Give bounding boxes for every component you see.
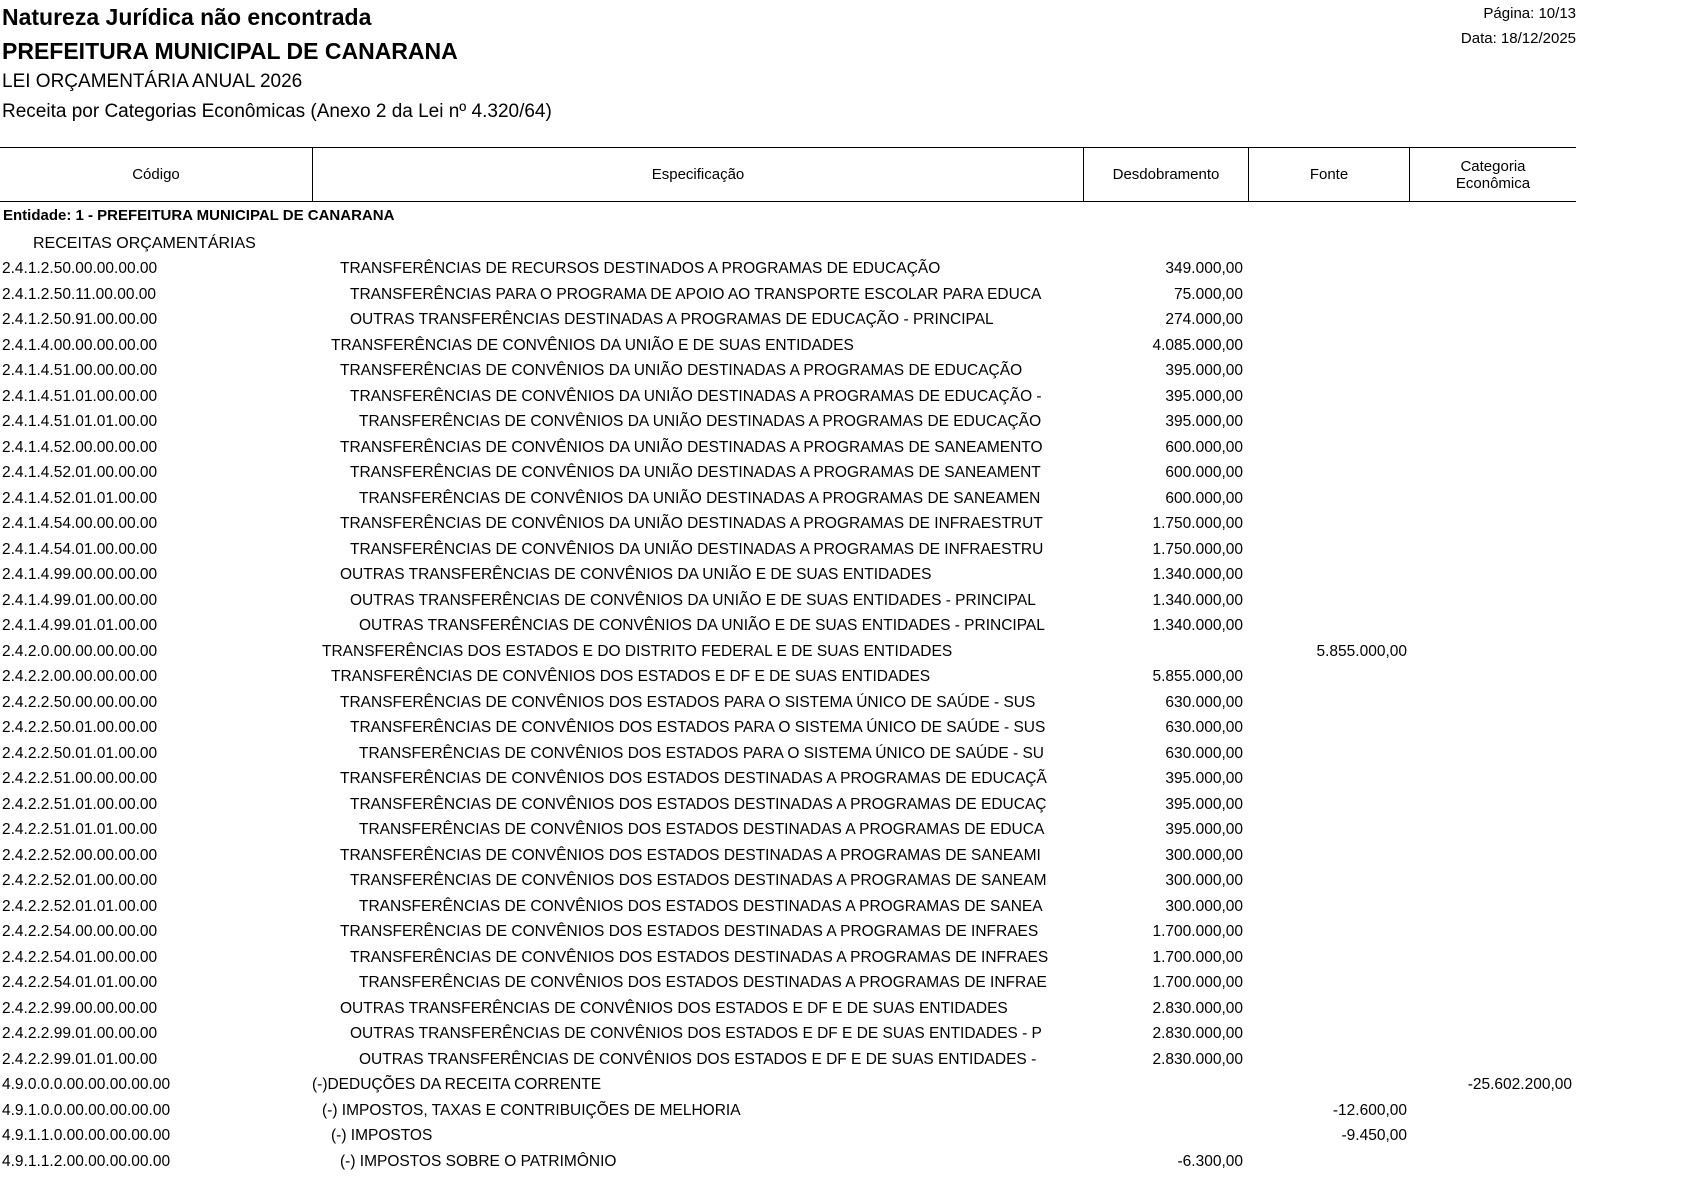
cell-codigo: 4.9.1.1.2.00.00.00.00.00 <box>2 1152 171 1170</box>
cell-codigo: 2.4.1.4.51.01.00.00.00 <box>2 387 158 405</box>
table-row <box>0 333 1576 358</box>
cell-especificacao: TRANSFERÊNCIAS DE CONVÊNIOS DA UNIÃO DESTINADAS A PROGRAMAS DE SANEAMENTO <box>340 438 1043 456</box>
cell-codigo: 2.4.1.4.99.00.00.00.00 <box>2 566 158 583</box>
cell-desdobramento: 1.750.000,00 <box>1152 540 1243 558</box>
cell-especificacao: TRANSFERÊNCIAS DE CONVÊNIOS DOS ESTADOS DESTINADAS A PROGRAMAS DE EDUCA <box>359 821 1045 838</box>
cell-especificacao: (-) IMPOSTOS <box>331 1127 433 1144</box>
cell-especificacao: (-) IMPOSTOS SOBRE O PATRIMÔNIO <box>340 1152 617 1170</box>
cell-desdobramento: 75.000,00 <box>1174 285 1243 303</box>
cell-codigo: 2.4.2.2.50.01.01.00.00 <box>2 744 158 762</box>
cell-desdobramento: 4.085.000,00 <box>1152 336 1243 354</box>
cell-desdobramento: -6.300,00 <box>1177 1152 1243 1170</box>
table-row <box>0 1123 1576 1148</box>
table-row <box>0 307 1576 332</box>
cell-especificacao: OUTRAS TRANSFERÊNCIAS DE CONVÊNIOS DA UNIÃO E DE SUAS ENTIDADES - PRINCIPAL <box>359 617 1045 634</box>
cell-desdobramento: 1.340.000,00 <box>1152 617 1243 634</box>
cell-desdobramento: 300.000,00 <box>1165 872 1243 889</box>
entity-heading: Entidade: 1 - PREFEITURA MUNICIPAL DE CANARANA <box>3 207 395 224</box>
cell-desdobramento: 395.000,00 <box>1165 770 1243 787</box>
table-row <box>0 894 1576 919</box>
cell-especificacao: TRANSFERÊNCIAS DE CONVÊNIOS DOS ESTADOS PARA O SISTEMA ÚNICO DE SAÚDE - SU <box>359 744 1044 762</box>
cell-desdobramento: 300.000,00 <box>1165 846 1243 864</box>
table-row <box>0 435 1576 460</box>
cell-especificacao: (-)DEDUÇÕES DA RECEITA CORRENTE <box>312 1076 602 1093</box>
table-row <box>0 664 1576 689</box>
column-header-categoria <box>1410 148 1576 201</box>
table-header <box>0 147 1576 202</box>
column-header-especificacao: Especificação <box>651 166 745 183</box>
cell-desdobramento: 395.000,00 <box>1165 413 1243 430</box>
cell-desdobramento: 349.000,00 <box>1165 260 1243 277</box>
cell-especificacao: OUTRAS TRANSFERÊNCIAS DE CONVÊNIOS DOS ESTADOS E DF E DE SUAS ENTIDADES - P <box>350 1025 1042 1042</box>
cell-especificacao: TRANSFERÊNCIAS DE CONVÊNIOS DOS ESTADOS DESTINADAS A PROGRAMAS DE INFRAE <box>359 974 1047 991</box>
report-subtitle-loa: LEI ORÇAMENTÁRIA ANUAL 2026 <box>2 71 303 92</box>
cell-codigo: 2.4.2.0.00.00.00.00.00 <box>2 642 158 660</box>
cell-codigo: 2.4.1.4.00.00.00.00.00 <box>2 336 158 354</box>
table-row <box>0 1047 1576 1072</box>
cell-codigo: 2.4.2.2.52.00.00.00.00 <box>2 846 158 864</box>
cell-especificacao: (-) IMPOSTOS, TAXAS E CONTRIBUIÇÕES DE MELHORIA <box>322 1101 741 1119</box>
cell-especificacao: OUTRAS TRANSFERÊNCIAS DE CONVÊNIOS DOS ESTADOS E DF E DE SUAS ENTIDADES - <box>359 1050 1037 1068</box>
column-header-categoria-line1: Categoria <box>1460 157 1526 175</box>
cell-especificacao: TRANSFERÊNCIAS DE RECURSOS DESTINADOS A PROGRAMAS DE EDUCAÇÃO <box>340 260 941 277</box>
table-row <box>0 358 1576 383</box>
cell-codigo: 2.4.2.2.51.01.00.00.00 <box>2 795 158 813</box>
table-row <box>0 766 1576 791</box>
table-row <box>0 690 1576 715</box>
cell-codigo: 2.4.2.2.99.00.00.00.00 <box>2 999 158 1017</box>
column-header-codigo: Código <box>132 166 180 183</box>
cell-codigo: 4.9.0.0.0.00.00.00.00.00 <box>2 1076 171 1093</box>
table-row <box>0 1149 1576 1174</box>
column-header-fonte: Fonte <box>1309 166 1349 183</box>
page-number: Página: 10/13 <box>1483 5 1576 22</box>
cell-codigo: 2.4.2.2.50.00.00.00.00 <box>2 693 158 711</box>
cell-codigo: 2.4.1.2.50.11.00.00.00 <box>2 285 156 303</box>
table-row <box>0 919 1576 944</box>
table-row <box>0 486 1576 511</box>
cell-desdobramento: 2.830.000,00 <box>1152 1050 1243 1068</box>
cell-codigo: 2.4.2.2.51.01.01.00.00 <box>2 821 158 838</box>
cell-desdobramento: 630.000,00 <box>1165 744 1243 762</box>
cell-especificacao: TRANSFERÊNCIAS DE CONVÊNIOS DA UNIÃO DESTINADAS A PROGRAMAS DE EDUCAÇÃO <box>340 362 1023 379</box>
table-row <box>0 409 1576 434</box>
cell-desdobramento: 1.340.000,00 <box>1152 591 1243 609</box>
cell-codigo: 2.4.1.4.99.01.00.00.00 <box>2 591 158 609</box>
cell-desdobramento: 395.000,00 <box>1165 362 1243 379</box>
cell-codigo: 2.4.1.4.54.00.00.00.00 <box>2 515 158 532</box>
cell-especificacao: TRANSFERÊNCIAS PARA O PROGRAMA DE APOIO AO TRANSPORTE ESCOLAR PARA EDUCA <box>350 285 1042 303</box>
cell-codigo: 2.4.2.2.99.01.00.00.00 <box>2 1025 158 1042</box>
cell-codigo: 4.9.1.0.0.00.00.00.00.00 <box>2 1101 171 1119</box>
table-row <box>0 384 1576 409</box>
cell-desdobramento: 600.000,00 <box>1165 438 1243 456</box>
cell-codigo: 2.4.2.2.52.01.00.00.00 <box>2 872 158 889</box>
cell-fonte: -9.450,00 <box>1341 1127 1407 1144</box>
cell-desdobramento: 630.000,00 <box>1165 719 1243 736</box>
cell-especificacao: TRANSFERÊNCIAS DOS ESTADOS E DO DISTRITO FEDERAL E DE SUAS ENTIDADES <box>322 642 953 660</box>
table-row <box>0 715 1576 740</box>
table-row <box>0 843 1576 868</box>
cell-desdobramento: 1.750.000,00 <box>1152 515 1243 532</box>
cell-codigo: 2.4.2.2.99.01.01.00.00 <box>2 1050 158 1068</box>
cell-especificacao: TRANSFERÊNCIAS DE CONVÊNIOS DOS ESTADOS DESTINADAS A PROGRAMAS DE INFRAES <box>340 923 1039 940</box>
cell-desdobramento: 1.700.000,00 <box>1152 923 1243 940</box>
cell-desdobramento: 1.340.000,00 <box>1152 566 1243 583</box>
table-row <box>0 460 1576 485</box>
cell-codigo: 4.9.1.1.0.00.00.00.00.00 <box>2 1127 171 1144</box>
cell-fonte: -12.600,00 <box>1332 1101 1407 1119</box>
table-row <box>0 741 1576 766</box>
table-row <box>0 537 1576 562</box>
cell-desdobramento: 630.000,00 <box>1165 693 1243 711</box>
cell-especificacao: TRANSFERÊNCIAS DE CONVÊNIOS DOS ESTADOS DESTINADAS A PROGRAMAS DE EDUCAÇ <box>350 795 1047 813</box>
cell-desdobramento: 274.000,00 <box>1165 311 1243 328</box>
cell-especificacao: TRANSFERÊNCIAS DE CONVÊNIOS DOS ESTADOS DESTINADAS A PROGRAMAS DE SANEAMI <box>340 846 1041 864</box>
cell-desdobramento: 395.000,00 <box>1165 821 1243 838</box>
cell-especificacao: TRANSFERÊNCIAS DE CONVÊNIOS DA UNIÃO DESTINADAS A PROGRAMAS DE SANEAMEN <box>359 489 1041 507</box>
table-row <box>0 792 1576 817</box>
cell-fonte: 5.855.000,00 <box>1316 642 1407 660</box>
cell-especificacao: TRANSFERÊNCIAS DE CONVÊNIOS DA UNIÃO DESTINADAS A PROGRAMAS DE EDUCAÇÃO - <box>350 387 1042 405</box>
cell-codigo: 2.4.1.2.50.00.00.00.00 <box>2 260 158 277</box>
cell-codigo: 2.4.2.2.52.01.01.00.00 <box>2 897 158 915</box>
cell-especificacao: TRANSFERÊNCIAS DE CONVÊNIOS DOS ESTADOS DESTINADAS A PROGRAMAS DE SANEA <box>359 897 1043 915</box>
cell-especificacao: TRANSFERÊNCIAS DE CONVÊNIOS DOS ESTADOS PARA O SISTEMA ÚNICO DE SAÚDE - SUS <box>350 719 1046 736</box>
cell-desdobramento: 5.855.000,00 <box>1152 668 1243 685</box>
cell-especificacao: OUTRAS TRANSFERÊNCIAS DESTINADAS A PROGRAMAS DE EDUCAÇÃO - PRINCIPAL <box>350 311 994 328</box>
table-row <box>0 945 1576 970</box>
table-row <box>0 639 1576 664</box>
cell-codigo: 2.4.2.2.00.00.00.00.00 <box>2 668 158 685</box>
cell-codigo: 2.4.1.4.52.01.00.00.00 <box>2 464 158 481</box>
column-header-categoria-line2: Econômica <box>1455 174 1531 192</box>
cell-especificacao: TRANSFERÊNCIAS DE CONVÊNIOS DOS ESTADOS DESTINADAS A PROGRAMAS DE SANEAM <box>350 872 1047 889</box>
table-row <box>0 511 1576 536</box>
cell-desdobramento: 2.830.000,00 <box>1152 1025 1243 1042</box>
cell-especificacao: TRANSFERÊNCIAS DE CONVÊNIOS DA UNIÃO DESTINADAS A PROGRAMAS DE INFRAESTRU <box>350 540 1044 558</box>
report-subtitle-anexo: Receita por Categorias Econômicas (Anexo 2 da Lei nº 4.320/64) <box>2 101 552 122</box>
cell-codigo: 2.4.2.2.54.00.00.00.00 <box>2 923 158 940</box>
cell-especificacao: TRANSFERÊNCIAS DE CONVÊNIOS DOS ESTADOS DESTINADAS A PROGRAMAS DE EDUCAÇÃ <box>340 770 1047 787</box>
cell-codigo: 2.4.1.4.52.00.00.00.00 <box>2 438 158 456</box>
cell-desdobramento: 2.830.000,00 <box>1152 999 1243 1017</box>
cell-especificacao: OUTRAS TRANSFERÊNCIAS DE CONVÊNIOS DOS ESTADOS E DF E DE SUAS ENTIDADES <box>340 999 1008 1017</box>
cell-desdobramento: 395.000,00 <box>1165 795 1243 813</box>
table-row <box>0 996 1576 1021</box>
cell-especificacao: OUTRAS TRANSFERÊNCIAS DE CONVÊNIOS DA UNIÃO E DE SUAS ENTIDADES - PRINCIPAL <box>350 591 1036 609</box>
cell-desdobramento: 600.000,00 <box>1165 489 1243 507</box>
report-title-natureza: Natureza Jurídica não encontrada <box>2 4 372 30</box>
cell-codigo: 2.4.2.2.50.01.00.00.00 <box>2 719 158 736</box>
cell-especificacao: TRANSFERÊNCIAS DE CONVÊNIOS DA UNIÃO DESTINADAS A PROGRAMAS DE INFRAESTRUT <box>340 515 1043 532</box>
cell-especificacao: TRANSFERÊNCIAS DE CONVÊNIOS DOS ESTADOS E DF E DE SUAS ENTIDADES <box>331 668 931 685</box>
table-row <box>0 256 1576 281</box>
cell-codigo: 2.4.2.2.54.01.01.00.00 <box>2 974 158 991</box>
table-row <box>0 562 1576 587</box>
cell-desdobramento: 600.000,00 <box>1165 464 1243 481</box>
cell-especificacao: TRANSFERÊNCIAS DE CONVÊNIOS DOS ESTADOS PARA O SISTEMA ÚNICO DE SAÚDE - SUS <box>340 693 1036 711</box>
table-row <box>0 1021 1576 1046</box>
cell-codigo: 2.4.1.2.50.91.00.00.00 <box>2 311 158 328</box>
cell-codigo: 2.4.1.4.54.01.00.00.00 <box>2 540 158 558</box>
table-row <box>0 1098 1576 1123</box>
section-heading: RECEITAS ORÇAMENTÁRIAS <box>33 235 256 252</box>
cell-especificacao: TRANSFERÊNCIAS DE CONVÊNIOS DA UNIÃO DESTINADAS A PROGRAMAS DE EDUCAÇÃO <box>359 413 1042 430</box>
table-row <box>0 1072 1576 1097</box>
table-row <box>0 970 1576 995</box>
cell-categoria: -25.602.200,00 <box>1467 1076 1572 1093</box>
cell-codigo: 2.4.2.2.54.01.00.00.00 <box>2 948 158 966</box>
table-row <box>0 282 1576 307</box>
cell-especificacao: TRANSFERÊNCIAS DE CONVÊNIOS DA UNIÃO E DE SUAS ENTIDADES <box>331 336 854 354</box>
cell-especificacao: TRANSFERÊNCIAS DE CONVÊNIOS DOS ESTADOS DESTINADAS A PROGRAMAS DE INFRAES <box>350 948 1049 966</box>
cell-codigo: 2.4.1.4.99.01.01.00.00 <box>2 617 158 634</box>
table-row <box>0 588 1576 613</box>
report-date: Data: 18/12/2025 <box>1460 30 1576 47</box>
cell-especificacao: TRANSFERÊNCIAS DE CONVÊNIOS DA UNIÃO DESTINADAS A PROGRAMAS DE SANEAMENT <box>350 464 1041 481</box>
report-title-prefeitura: PREFEITURA MUNICIPAL DE CANARANA <box>2 38 458 64</box>
table-row <box>0 613 1576 638</box>
cell-desdobramento: 1.700.000,00 <box>1152 974 1243 991</box>
cell-codigo: 2.4.1.4.51.00.00.00.00 <box>2 362 158 379</box>
cell-codigo: 2.4.1.4.51.01.01.00.00 <box>2 413 158 430</box>
cell-desdobramento: 1.700.000,00 <box>1152 948 1243 966</box>
table-row <box>0 817 1576 842</box>
cell-especificacao: OUTRAS TRANSFERÊNCIAS DE CONVÊNIOS DA UNIÃO E DE SUAS ENTIDADES <box>340 566 932 583</box>
cell-desdobramento: 300.000,00 <box>1165 897 1243 915</box>
cell-codigo: 2.4.1.4.52.01.01.00.00 <box>2 489 158 507</box>
cell-codigo: 2.4.2.2.51.00.00.00.00 <box>2 770 158 787</box>
column-header-desdobramento: Desdobramento <box>1112 166 1220 183</box>
table-row <box>0 868 1576 893</box>
cell-desdobramento: 395.000,00 <box>1165 387 1243 405</box>
